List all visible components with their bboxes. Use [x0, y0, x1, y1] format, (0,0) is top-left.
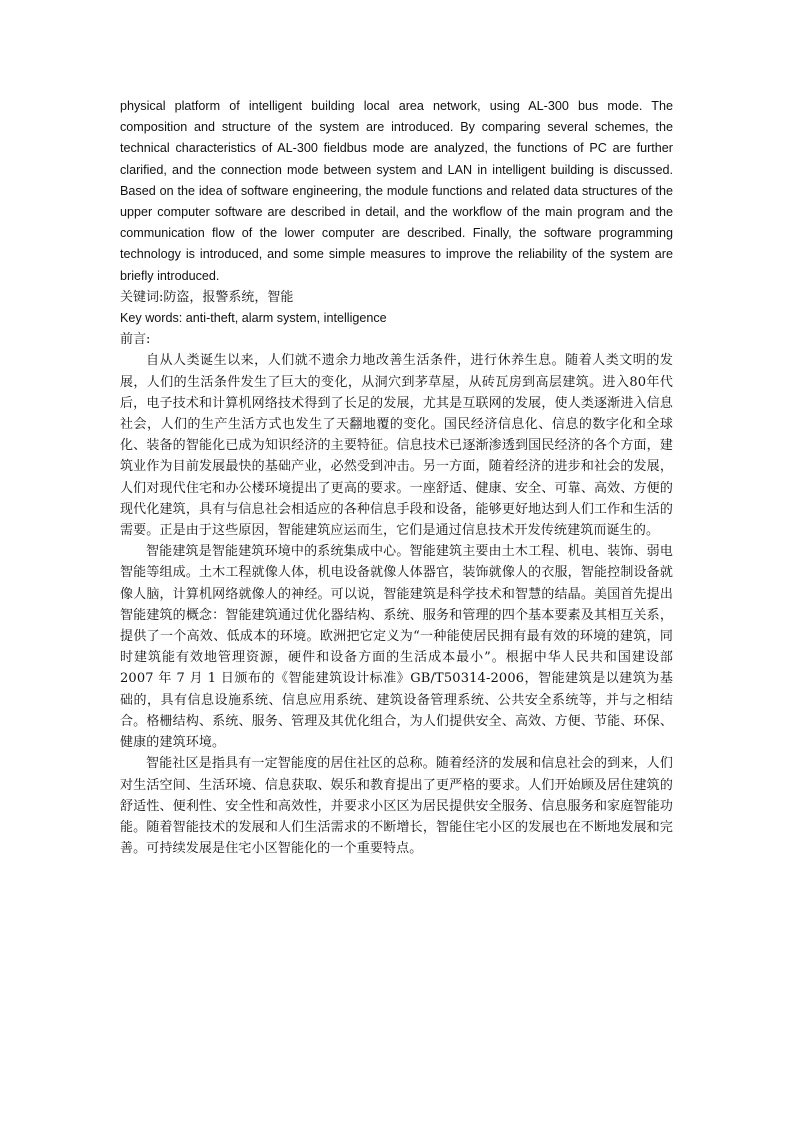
document-page	[120, 96, 673, 859]
body-paragraph-2: 智能建筑是智能建筑环境中的系统集成中心。智能建筑主要由土木工程、机电、装饰、弱电智能等组成。土木工程就像人体，机电设备就像人体器官，装饰就像人的衣服，智能控制设备就像人脑，计算机网络就像人的神经。可以说，智能建筑是科学技术和智慧的结晶。美国首先提出智能建筑的概念：智能建筑通过优化器结构、系统、服务和管理的四个基本要素及其相互关系，提供了一个高效、低成本的环境。欧洲把它定义为“一种能使居民拥有最有效的环境的建筑，同时建筑能有效地管理资源，硬件和设备方面的生活成本最小”。根据中华人民共和国建设部 2007 年 7 月 1 日颁布的《智能建筑设计标准》GB/T50314-2006，智能建筑是以建筑为基础的，具有信息设施系统、信息应用系统、建筑设备管理系统、公共安全系统等，并与之相结合。格栅结构、系统、服务、管理及其优化组合，为人们提供安全、高效、方便、节能、环保、健康的建筑环境。	[120, 544, 673, 751]
body-paragraph-3: 智能社区是指具有一定智能度的居住社区的总称。随着经济的发展和信息社会的到来，人们对生活空间、生活环境、信息获取、娱乐和教育提出了更严格的要求。人们开始顾及居住建筑的舒适性、便利性、安全性和高效性，并要求小区区为居民提供安全服务、信息服务和家庭智能功能。随着智能技术的发展和人们生活需求的不断增长，智能住宅小区的发展也在不断地发展和完善。可持续发展是住宅小区智能化的一个重要特点。	[120, 756, 673, 857]
body-paragraph-1: 自从人类诞生以来，人们就不遗余力地改善生活条件，进行休养生息。随着人类文明的发展，人们的生活条件发生了巨大的变化，从洞穴到茅草屋，从砖瓦房到高层建筑。进入80年代后，电子技术和计算机网络技术得到了长足的发展，尤其是互联网的发展，使人类逐渐进入信息社会，人们的生产生活方式也发生了天翻地覆的变化。国民经济信息化、信息的数字化和全球化、装备的智能化已成为知识经济的主要特征。信息技术已逐渐渗透到国民经济的各个方面，建筑业作为目前发展最快的基础产业，必然受到冲击。另一方面，随着经济的进步和社会的发展，人们对现代住宅和办公楼环境提出了更高的要求。一座舒适、健康、安全、可靠、高效、方便的现代化建筑，具有与信息社会相适应的各种信息手段和设备，能够更好地达到人们工作和生活的需要。正是由于这些原因，智能建筑应运而生，它们是通过信息技术开发传统建筑而诞生的。	[120, 353, 673, 539]
chinese-keywords: 关键词:防盗，报警系统，智能	[120, 289, 294, 305]
english-keywords: Key words: anti-theft, alarm system, intelligence	[120, 311, 387, 326]
english-abstract: physical platform of intelligent building local area network, using AL-300 bus mode. The composition and structure of the system are introduced. By comparing several schemes, the technical characteristics of AL-300 fieldbus mode are analyzed, the functions of PC are further clarified, and the connection mode between system and LAN in intelligent building is discussed. Based on the idea of software engineering, the module functions and related data structures of the upper computer software are described in detail, and the workflow of the main program and the communication flow of the lower computer are described. Finally, the software programming technology is introduced, and some simple measures to improve the reliability of the system are briefly introduced.	[120, 99, 673, 283]
preface-heading: 前言:	[120, 332, 151, 348]
